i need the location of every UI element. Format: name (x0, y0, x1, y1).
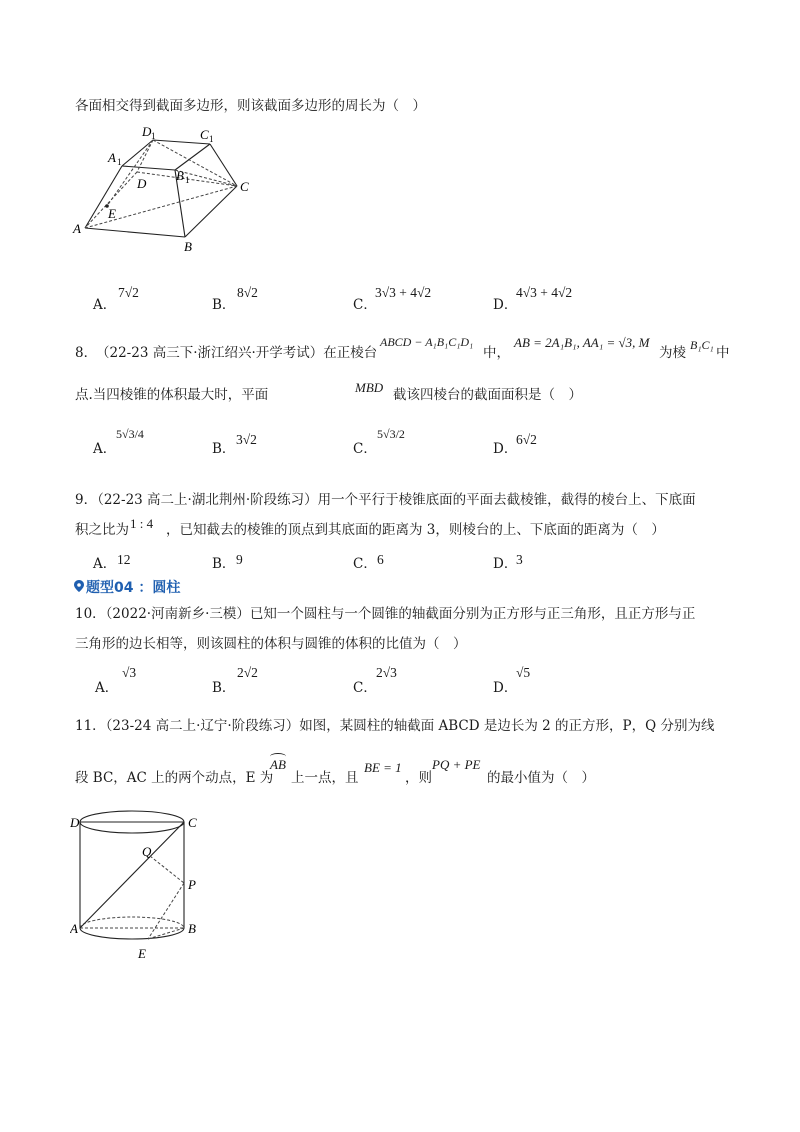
q11-line2c: ，则 (405, 770, 432, 786)
q8-option-a-value: 5√3/4 (116, 427, 144, 441)
q7-option-d-value: 4√3 + 4√2 (516, 285, 573, 300)
q10-option-b-letter[interactable]: B． (212, 680, 236, 696)
q9-option-a-letter[interactable]: A． (93, 556, 117, 572)
q11-line2d: 的最小值为（ ） (487, 770, 595, 786)
q11-arc (270, 757, 286, 773)
section-title: 题型04 ：圆柱 (86, 580, 181, 596)
label-Q: Q (142, 844, 152, 859)
q9-option-d-value: 3 (516, 552, 523, 567)
svg-text:1: 1 (209, 134, 214, 144)
q8-option-b-value: 3√2 (236, 432, 257, 447)
label-D: D (137, 176, 147, 191)
q11-line2b: 上一点，且 (291, 770, 359, 786)
label-D: D (70, 815, 80, 830)
q8-source: （22-23 高三下·浙江绍兴·开学考试）在正棱台 (96, 345, 378, 361)
q10-option-c-letter[interactable]: C． (353, 680, 377, 696)
label-C1: C (200, 127, 209, 142)
q8-text-mid2: 为棱 (659, 345, 686, 361)
label-B1: B (176, 168, 184, 183)
q11-line1: 11．（23-24 高二上·辽宁·阶段练习）如图，某圆柱的轴截面 ABCD 是边长为 2 的正方形，P，Q 分别为线 (75, 718, 715, 734)
q7-option-b-value: 8√2 (237, 285, 258, 300)
q11-expr: PQ + PE (432, 757, 481, 772)
q8-line2: 点.当四棱锥的体积最大时，平面 (75, 387, 269, 403)
q11-arc-text: AB (270, 757, 286, 772)
q9-option-a-value: 12 (117, 552, 131, 567)
q10-line2: 三角形的边长相等，则该圆柱的体积与圆锥的体积的比值为（ ） (75, 636, 467, 652)
q9-option-d-letter[interactable]: D． (493, 556, 518, 572)
q10-line1: 10．（2022·河南新乡·三模）已知一个圆柱与一个圆锥的轴截面分别为正方形与正三角形，且正方形与正 (75, 606, 696, 622)
q7-option-c-letter[interactable]: C． (353, 297, 377, 313)
q8-number: 8． (75, 345, 98, 361)
label-A: A (73, 221, 81, 236)
q9-line2a: 积之比为 (75, 522, 129, 538)
location-pin-icon (74, 580, 84, 592)
q7-option-c-value: 3√3 + 4√2 (375, 285, 432, 300)
label-D1: D (142, 124, 152, 139)
q7-question-tail: 各面相交得到截面多边形，则该截面多边形的周长为（ ） (75, 98, 426, 114)
q8-edge: B₁C₁ (690, 338, 714, 352)
q11-line2a: 段 BC，AC 上的两个动点，E 为 (75, 770, 274, 786)
q8-plane: MBD (355, 380, 384, 395)
q9-option-c-letter[interactable]: C． (353, 556, 377, 572)
q11-be: BE = 1 (364, 760, 402, 775)
q11-cylinder-figure (70, 808, 220, 968)
label-C: C (240, 179, 249, 194)
q10-option-a-value: √3 (122, 665, 137, 680)
svg-text:1: 1 (151, 131, 156, 141)
svg-text:1: 1 (117, 157, 122, 167)
label-P: P (188, 877, 196, 892)
label-E: E (138, 946, 146, 961)
label-E: E (108, 206, 116, 221)
q10-option-c-value: 2√3 (376, 665, 397, 680)
q8-option-b-letter[interactable]: B． (212, 441, 236, 457)
label-B: B (188, 921, 196, 936)
q8-text-mid1: 中， (483, 345, 510, 361)
svg-text:1: 1 (185, 175, 190, 185)
q7-option-d-letter[interactable]: D． (493, 297, 518, 313)
q7-option-a-value: 7√2 (118, 285, 139, 300)
q8-text-mid3: 中 (716, 345, 730, 361)
q8-option-d-letter[interactable]: D． (493, 441, 518, 457)
q7-frustum-figure (65, 120, 265, 260)
q8-option-c-value: 5√3/2 (377, 427, 405, 441)
q10-option-d-letter[interactable]: D． (493, 680, 518, 696)
q8-option-c-letter[interactable]: C． (353, 441, 377, 457)
q8-condition: AB = 2A₁B₁, AA₁ = √3, M (514, 335, 650, 350)
q9-option-b-letter[interactable]: B． (212, 556, 236, 572)
q9-option-b-value: 9 (236, 552, 243, 567)
q9-ratio: 1 : 4 (130, 516, 154, 531)
q7-option-b-letter[interactable]: B． (212, 297, 236, 313)
q8-option-d-value: 6√2 (516, 432, 537, 447)
label-B: B (184, 239, 192, 254)
q7-option-a-letter[interactable]: A． (93, 297, 117, 313)
q8-frustum-name: ABCD − A₁B₁C₁D₁ (380, 335, 474, 349)
q9-option-c-value: 6 (377, 552, 384, 567)
q10-option-a-letter[interactable]: A． (95, 680, 119, 696)
q9-line1: 9．（22-23 高二上·湖北荆州·阶段练习）用一个平行于棱锥底面的平面去截棱锥，截得的棱台上、下底面 (75, 492, 696, 508)
label-A1: A (108, 150, 116, 165)
label-C: C (188, 815, 197, 830)
q10-option-d-value: √5 (516, 665, 531, 680)
label-A: A (70, 921, 78, 936)
q9-line2b: ，已知截去的棱锥的顶点到其底面的距离为 3，则棱台的上、下底面的距离为（ ） (166, 522, 665, 538)
q8-option-a-letter[interactable]: A． (93, 441, 117, 457)
q8-line2b: 截该四棱台的截面面积是（ ） (393, 387, 582, 403)
q10-option-b-value: 2√2 (237, 665, 258, 680)
